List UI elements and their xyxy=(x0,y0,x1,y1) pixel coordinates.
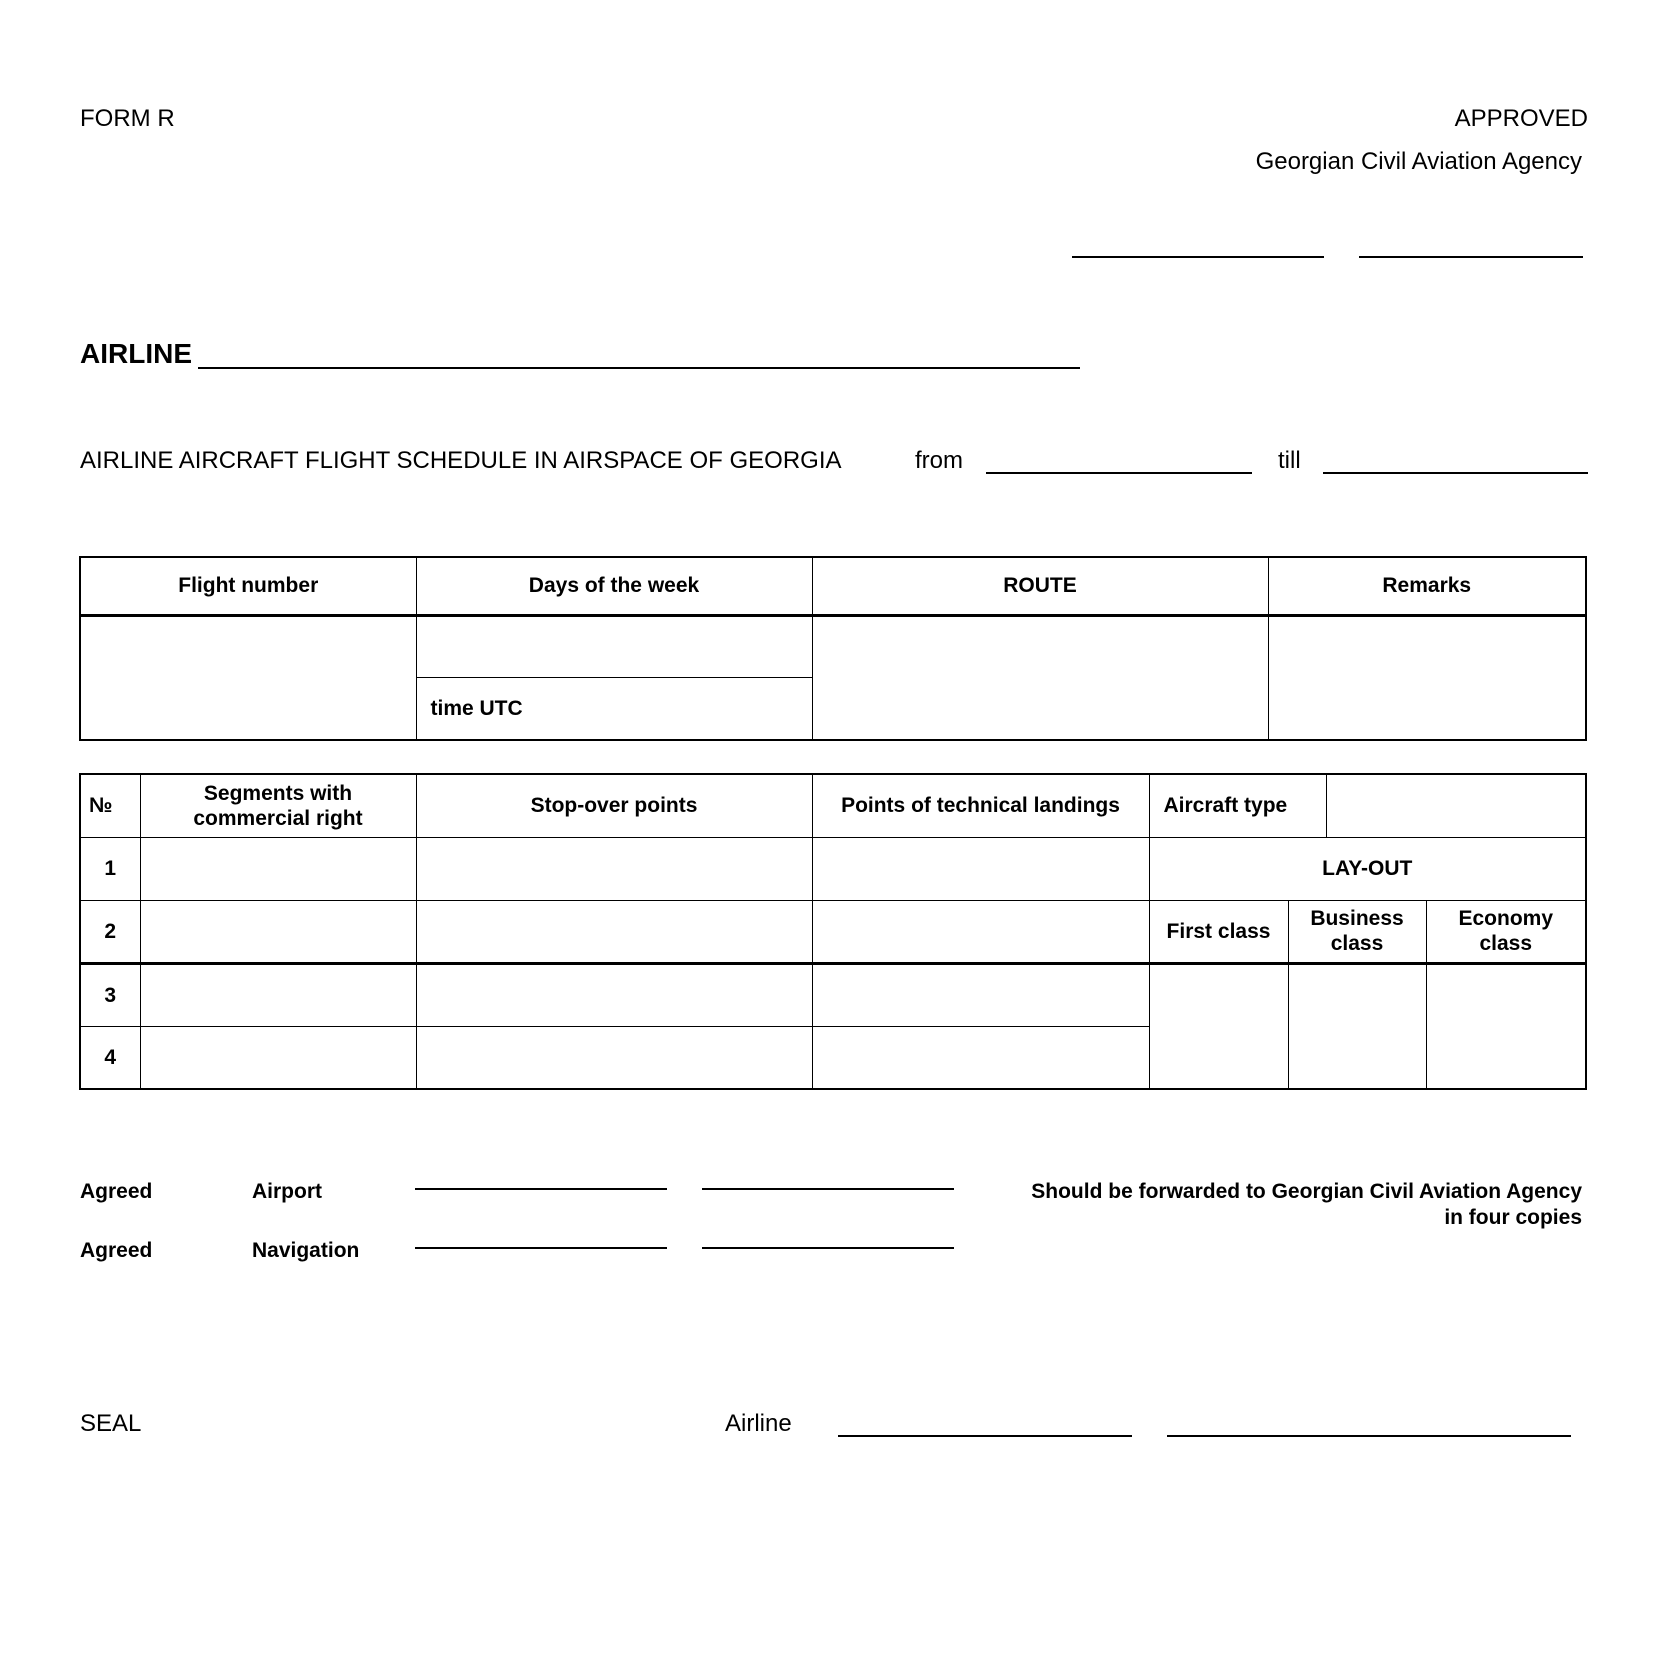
airline-name-line[interactable] xyxy=(198,367,1080,369)
navigation-signature-line[interactable] xyxy=(415,1247,667,1249)
airport-signature-line[interactable] xyxy=(415,1188,667,1190)
airport-label: Airport xyxy=(252,1180,322,1203)
header-stopover: Stop-over points xyxy=(416,774,812,837)
first-class-header: First class xyxy=(1149,900,1288,963)
business-class-header: Business class xyxy=(1288,900,1426,963)
header-remarks: Remarks xyxy=(1268,557,1586,615)
header-route: ROUTE xyxy=(812,557,1268,615)
navigation-label: Navigation xyxy=(252,1239,360,1262)
navigation-date-line[interactable] xyxy=(702,1247,954,1249)
seal-label: SEAL xyxy=(80,1410,142,1437)
agreed-navigation-label: Agreed xyxy=(80,1239,153,1262)
till-date-line[interactable] xyxy=(1323,472,1588,474)
header-number: № xyxy=(80,774,140,837)
stopover-cell[interactable] xyxy=(416,963,812,1026)
first-class-seats-cell[interactable] xyxy=(1149,963,1288,1089)
approved-label: APPROVED xyxy=(1454,105,1588,132)
till-label: till xyxy=(1278,447,1301,474)
forward-note-line2: in four copies xyxy=(1444,1206,1582,1229)
technical-landing-cell[interactable] xyxy=(812,963,1149,1026)
days-of-week-cell[interactable] xyxy=(416,615,812,677)
technical-landing-cell[interactable] xyxy=(812,900,1149,963)
header-flight-number: Flight number xyxy=(80,557,416,615)
header-technical-landings: Points of technical landings xyxy=(812,774,1149,837)
header-aircraft-type: Aircraft type xyxy=(1149,774,1326,837)
approval-signature-line[interactable] xyxy=(1072,256,1324,258)
row-number: 2 xyxy=(80,900,140,963)
header-days-of-week: Days of the week xyxy=(416,557,812,615)
row-number: 1 xyxy=(80,837,140,900)
layout-label: LAY-OUT xyxy=(1149,837,1586,900)
airline-sign-label: Airline xyxy=(725,1410,792,1437)
aircraft-type-value[interactable] xyxy=(1326,774,1586,837)
agreed-airport-label: Agreed xyxy=(80,1180,153,1203)
economy-class-seats-cell[interactable] xyxy=(1426,963,1586,1089)
agency-name: Georgian Civil Aviation Agency xyxy=(1255,148,1582,175)
economy-class-header: Economy class xyxy=(1426,900,1586,963)
form-label: FORM R xyxy=(80,105,175,132)
technical-landing-cell[interactable] xyxy=(812,1026,1149,1089)
flight-table xyxy=(79,556,1587,741)
stopover-cell[interactable] xyxy=(416,900,812,963)
route-cell[interactable] xyxy=(812,615,1268,740)
flight-number-cell[interactable] xyxy=(80,615,416,740)
from-date-line[interactable] xyxy=(986,472,1252,474)
airport-date-line[interactable] xyxy=(702,1188,954,1190)
approval-date-line[interactable] xyxy=(1359,256,1583,258)
segments-table xyxy=(79,773,1587,1090)
airline-label: AIRLINE xyxy=(80,338,192,369)
schedule-title: AIRLINE AIRCRAFT FLIGHT SCHEDULE IN AIRSPACE OF GEORGIA xyxy=(80,447,842,474)
airline-name-signature-line[interactable] xyxy=(1167,1435,1571,1437)
stopover-cell[interactable] xyxy=(416,837,812,900)
remarks-cell[interactable] xyxy=(1268,615,1586,740)
airline-signature-line[interactable] xyxy=(838,1435,1132,1437)
segment-cell[interactable] xyxy=(140,837,416,900)
business-class-seats-cell[interactable] xyxy=(1288,963,1426,1089)
row-number: 3 xyxy=(80,963,140,1026)
stopover-cell[interactable] xyxy=(416,1026,812,1089)
header-segments: Segments with commercial right xyxy=(140,774,416,837)
row-number: 4 xyxy=(80,1026,140,1089)
time-utc-cell[interactable]: time UTC xyxy=(416,677,812,740)
segment-cell[interactable] xyxy=(140,963,416,1026)
forward-note-line1: Should be forwarded to Georgian Civil Aviation Agency xyxy=(1031,1180,1582,1203)
segment-cell[interactable] xyxy=(140,1026,416,1089)
from-label: from xyxy=(915,447,963,474)
segment-cell[interactable] xyxy=(140,900,416,963)
technical-landing-cell[interactable] xyxy=(812,837,1149,900)
